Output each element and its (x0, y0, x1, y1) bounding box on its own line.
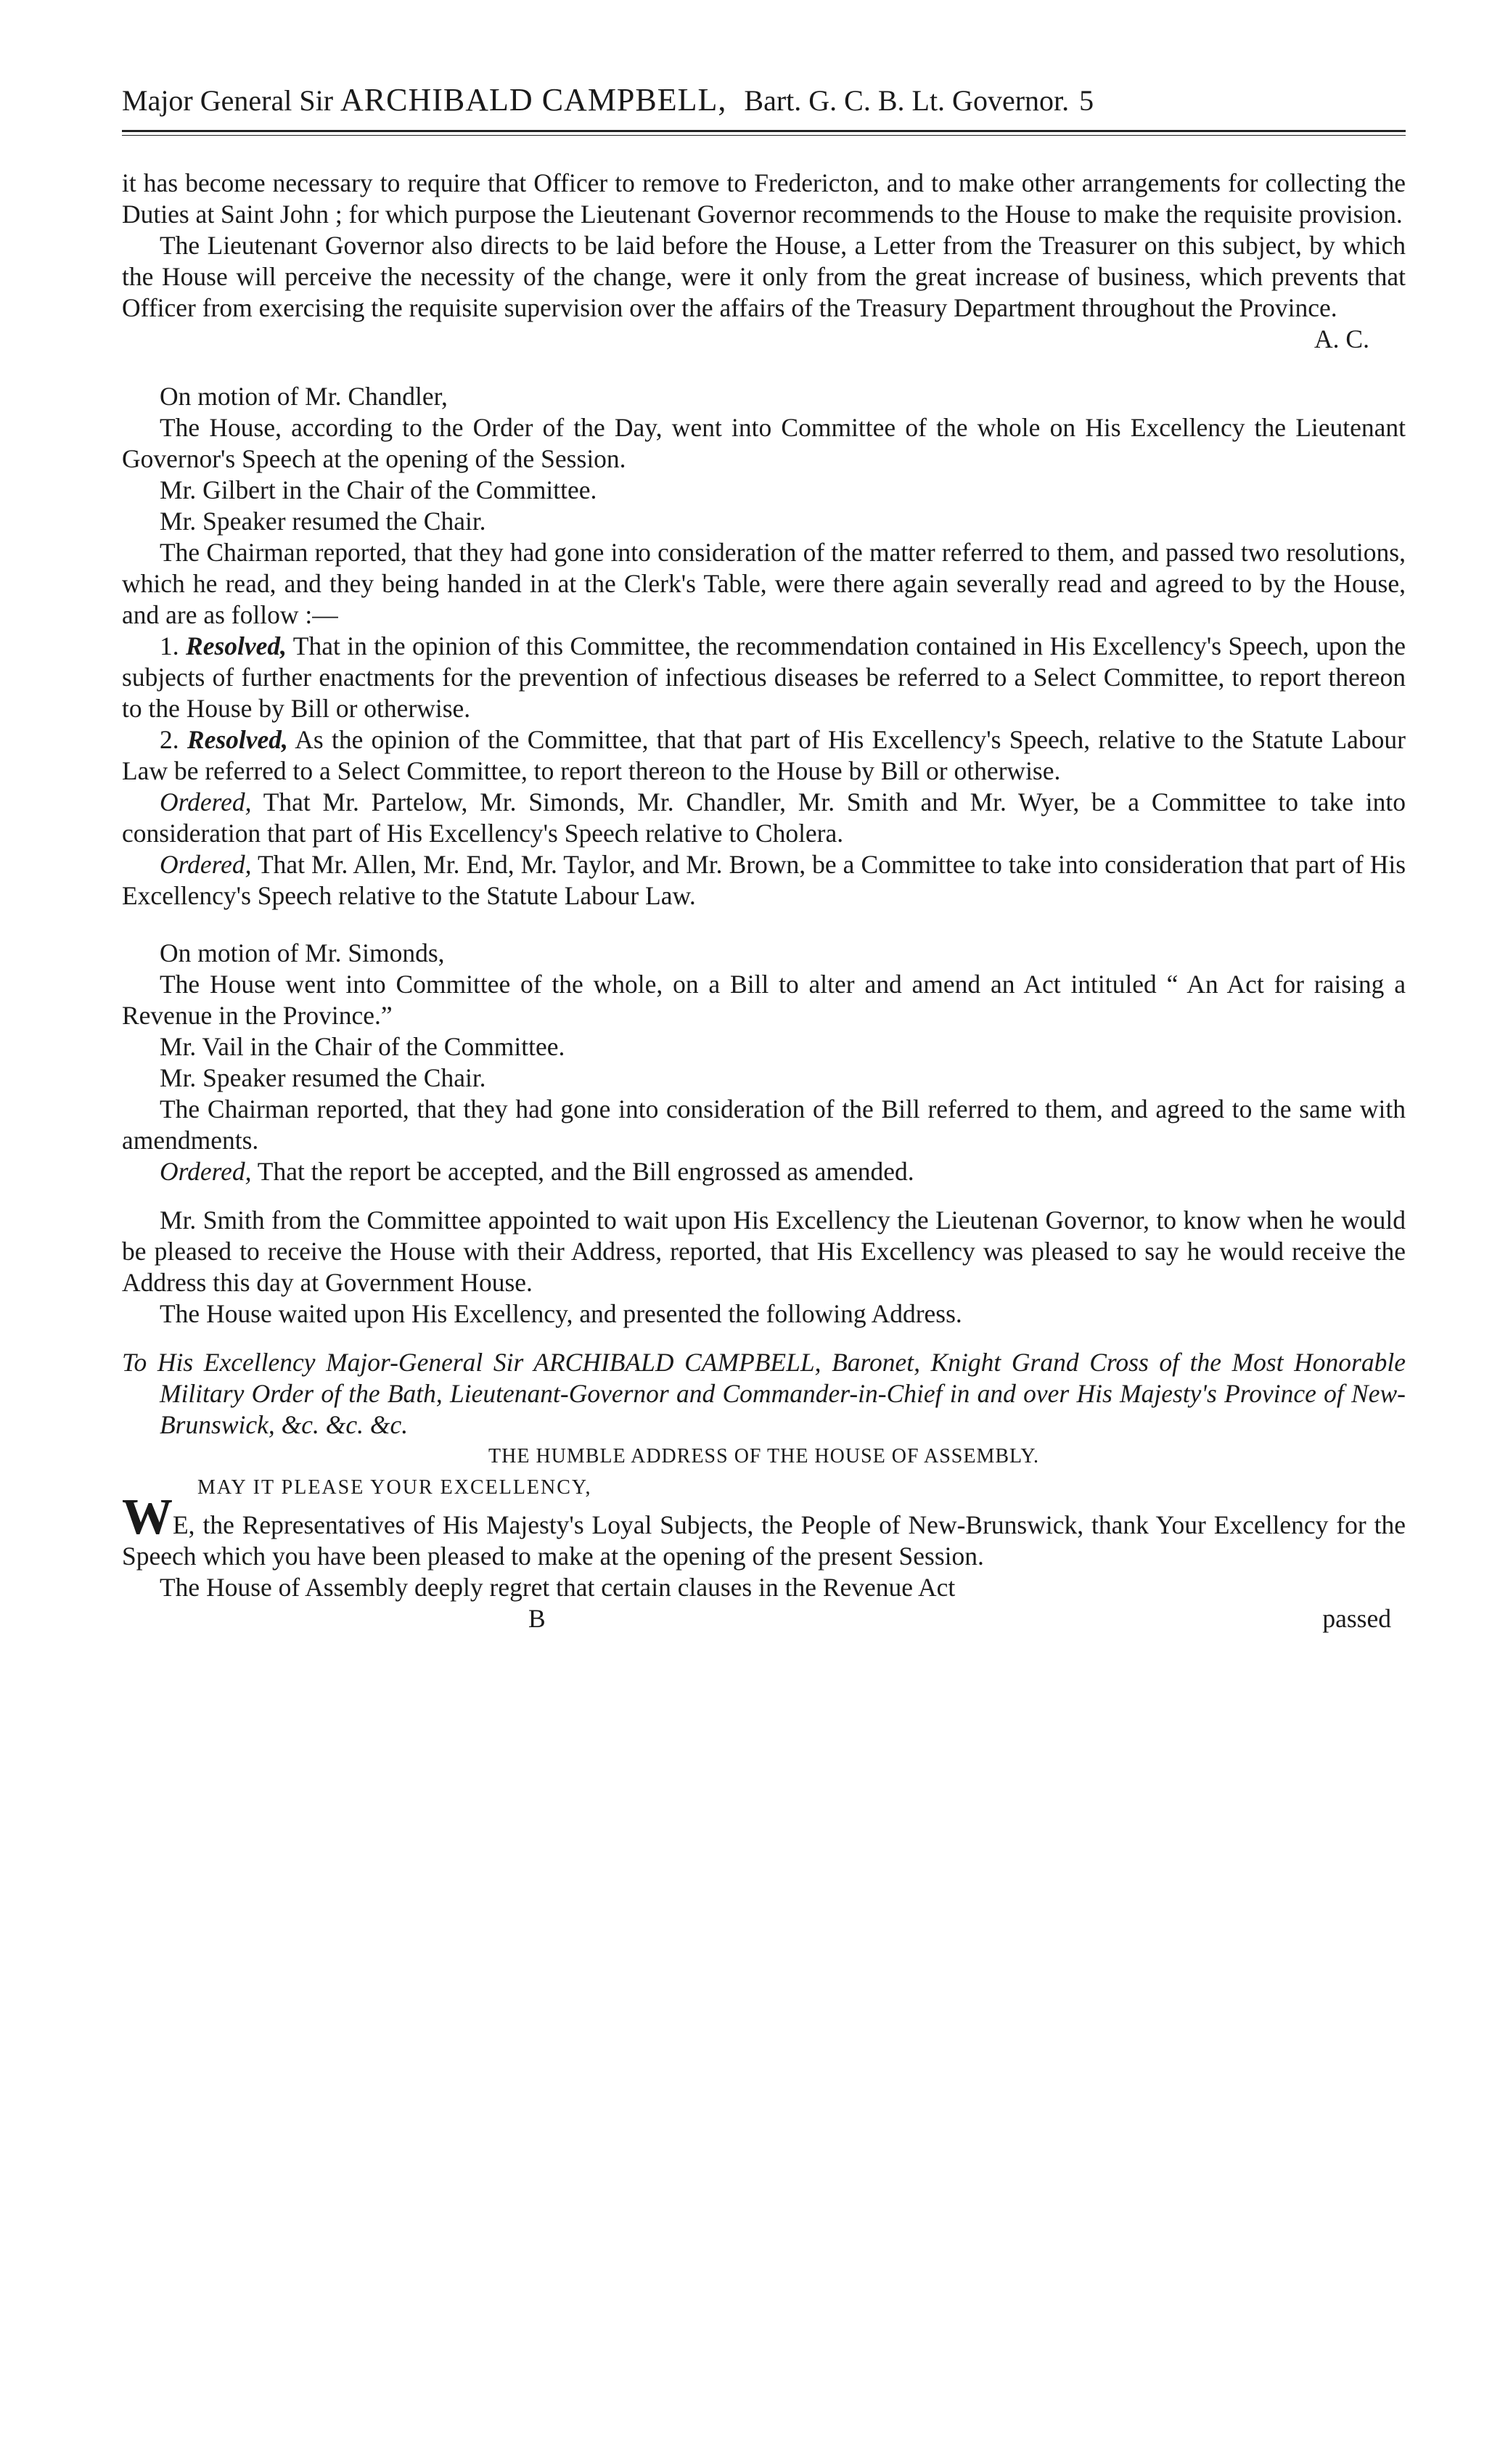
paragraph: The Chairman reported, that they had gone into consideration of the matter referred to them, and passed two resolutions, which he read, and they being handed in at the Clerk's Table, were there again severally read and agreed to by the House, and are as follow :— (122, 538, 1406, 629)
salutation: MAY IT PLEASE YOUR EXCELLENCY, (197, 1476, 592, 1499)
paragraph: The House waited upon His Excellency, and presented the following Address. (160, 1299, 962, 1328)
order-text: That Mr. Partelow, Mr. Simonds, Mr. Chandler, Mr. Smith and Mr. Wyer, be a Committee to take into consideration that part of His Excellency's Speech relative to Cholera. (122, 787, 1406, 848)
resolution-2 (122, 724, 1406, 787)
running-head (122, 81, 1406, 120)
paragraph: On motion of Mr. Simonds, (160, 938, 445, 967)
paragraph: WE, the Representatives of His Majesty's Loyal Subjects, the People of New-Brunswick, thank Your Excellency for the Speech which you have been pleased to make at the opening of the present Session. (122, 1489, 1406, 1571)
resolution-1 (122, 631, 1406, 724)
paragraph: The House of Assembly deeply regret that certain clauses in the Revenue Act (160, 1573, 956, 1602)
order-label: Ordered, (160, 787, 252, 816)
running-head-name: ARCHIBALD CAMPBELL, (340, 82, 727, 118)
paragraph: it has become necessary to require that Officer to remove to Fredericton, and to make other arrangements for collecting the Duties at Saint John ; for which purpose the Lieutenant Governor recommends to the House to make the requisite provision. (122, 168, 1406, 229)
body-text (122, 168, 1406, 1603)
paragraph: Mr. Smith from the Committee appointed to wait upon His Excellency the Lieutenan Governor, to know when he would be pleased to receive the House with their Address, reported, that His Excellency was pleased to say he would receive the Address this day at Government House. (122, 1206, 1406, 1297)
signature-initials: A. C. (1314, 324, 1369, 353)
paragraph: Mr. Vail in the Chair of the Committee. (160, 1032, 565, 1061)
paragraph: Mr. Speaker resumed the Chair. (160, 507, 486, 536)
resolution-text: As the opinion of the Committee, that that part of His Excellency's Speech, relative to the Statute Labour Law be referred to a Select Committee, to report thereon to the House by Bill or otherwise. (122, 725, 1406, 785)
order-label: Ordered, (160, 850, 252, 879)
resolution-number: 1. (160, 631, 179, 660)
paragraph: The Lieutenant Governor also directs to be laid before the House, a Letter from the Treasurer on this subject, by which the House will perceive the necessity of the change, were it only from the great increase of business, which prevents that Officer from exercising the requisite supervision over the affairs of the Treasury Department throughout the Province. (122, 231, 1406, 322)
order-text: That the report be accepted, and the Bill engrossed as amended. (257, 1157, 914, 1186)
paragraph: Mr. Speaker resumed the Chair. (160, 1063, 486, 1092)
order-label: Ordered, (160, 1157, 252, 1186)
paragraph: The House went into Committee of the whole, on a Bill to alter and amend an Act intituled “ An Act for raising a Revenue in the Province.” (122, 970, 1406, 1030)
running-head-prefix: Major General Sir (122, 84, 334, 117)
header-rule (122, 130, 1406, 136)
catchword: passed (1322, 1604, 1391, 1633)
order-1 (122, 787, 1406, 849)
resolution-number: 2. (160, 725, 179, 754)
running-head-honours: Bart. G. C. B. Lt. Governor. (744, 84, 1070, 117)
page-footer (122, 1603, 1406, 1634)
order-text: That Mr. Allen, Mr. End, Mr. Taylor, and Mr. Brown, be a Committee to take into consideration that part of His Excellency's Speech relative to the Statute Labour Law. (122, 850, 1406, 910)
paragraph: The House, according to the Order of the Day, went into Committee of the whole on His Excellency the Lieutenant Governor's Speech at the opening of the Session. (122, 413, 1406, 473)
resolution-label: Resolved, (186, 631, 287, 660)
resolution-text: That in the opinion of this Committee, the recommendation contained in His Excellency's Speech, upon the subjects of further enactments for the prevention of infectious diseases be referred to a Select Committee, to report thereon to the House by Bill or otherwise. (122, 631, 1406, 723)
resolution-label: Resolved, (187, 725, 288, 754)
order-3 (122, 1156, 1406, 1187)
paragraph: The Chairman reported, that they had gone into consideration of the Bill referred to them, and agreed to the same with amendments. (122, 1094, 1406, 1155)
order-2 (122, 849, 1406, 912)
address-title: THE HUMBLE ADDRESS OF THE HOUSE OF ASSEMBLY. (488, 1445, 1039, 1468)
page-number: 5 (1079, 84, 1094, 117)
signature-mark: B (528, 1604, 546, 1633)
address-recipient: To His Excellency Major-General Sir ARCHIBALD CAMPBELL, Baronet, Knight Grand Cross of the Most Honorable Military Order of the Bath, Lieutenant-Governor and Commander-in-Chief in and over His Majesty's Province of New-Brunswick, &c. &c. &c. (122, 1348, 1406, 1439)
paragraph: On motion of Mr. Chandler, (160, 382, 448, 411)
paragraph: Mr. Gilbert in the Chair of the Committee. (160, 475, 597, 504)
